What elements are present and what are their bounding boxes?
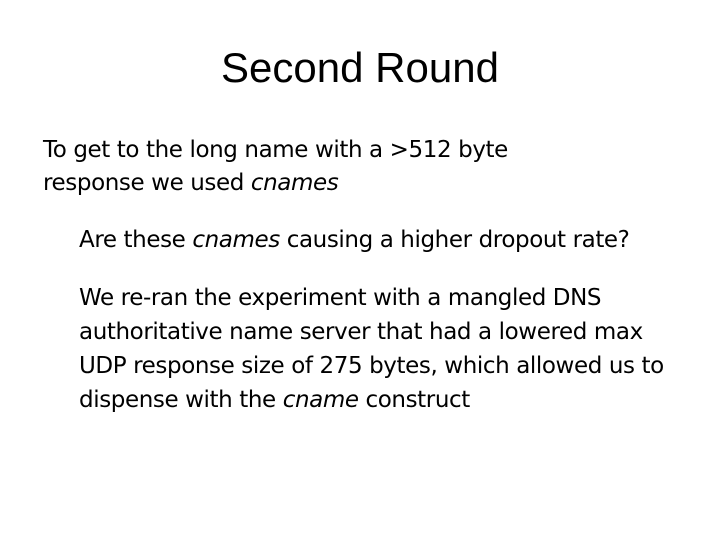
- p3-line4-emphasis: cname: [282, 387, 359, 413]
- slide-title: Second Round: [221, 44, 499, 91]
- p3-line1: We re-ran the experiment with a mangled DNS: [79, 285, 602, 311]
- p3-line4-suffix: construct: [358, 387, 470, 413]
- p2-suffix: causing a higher dropout rate?: [279, 227, 630, 253]
- p3-line2: authoritative name server that had a lowered max: [79, 319, 643, 345]
- p3-line3: UDP response size of 275 bytes, which allowed us to: [79, 353, 664, 379]
- p1-line1: To get to the long name with a >512 byte: [43, 137, 508, 163]
- p3-line4-prefix: dispense with the: [79, 387, 283, 413]
- p2-emphasis: cnames: [192, 227, 280, 253]
- paragraph-rerun-experiment: [79, 281, 699, 417]
- p1-line2-prefix: response we used: [43, 170, 251, 196]
- p2-prefix: Are these: [79, 227, 193, 253]
- paragraph-cnames-intro: [43, 134, 683, 200]
- p1-line2-emphasis: cnames: [250, 170, 339, 196]
- paragraph-dropout-question: [79, 224, 699, 257]
